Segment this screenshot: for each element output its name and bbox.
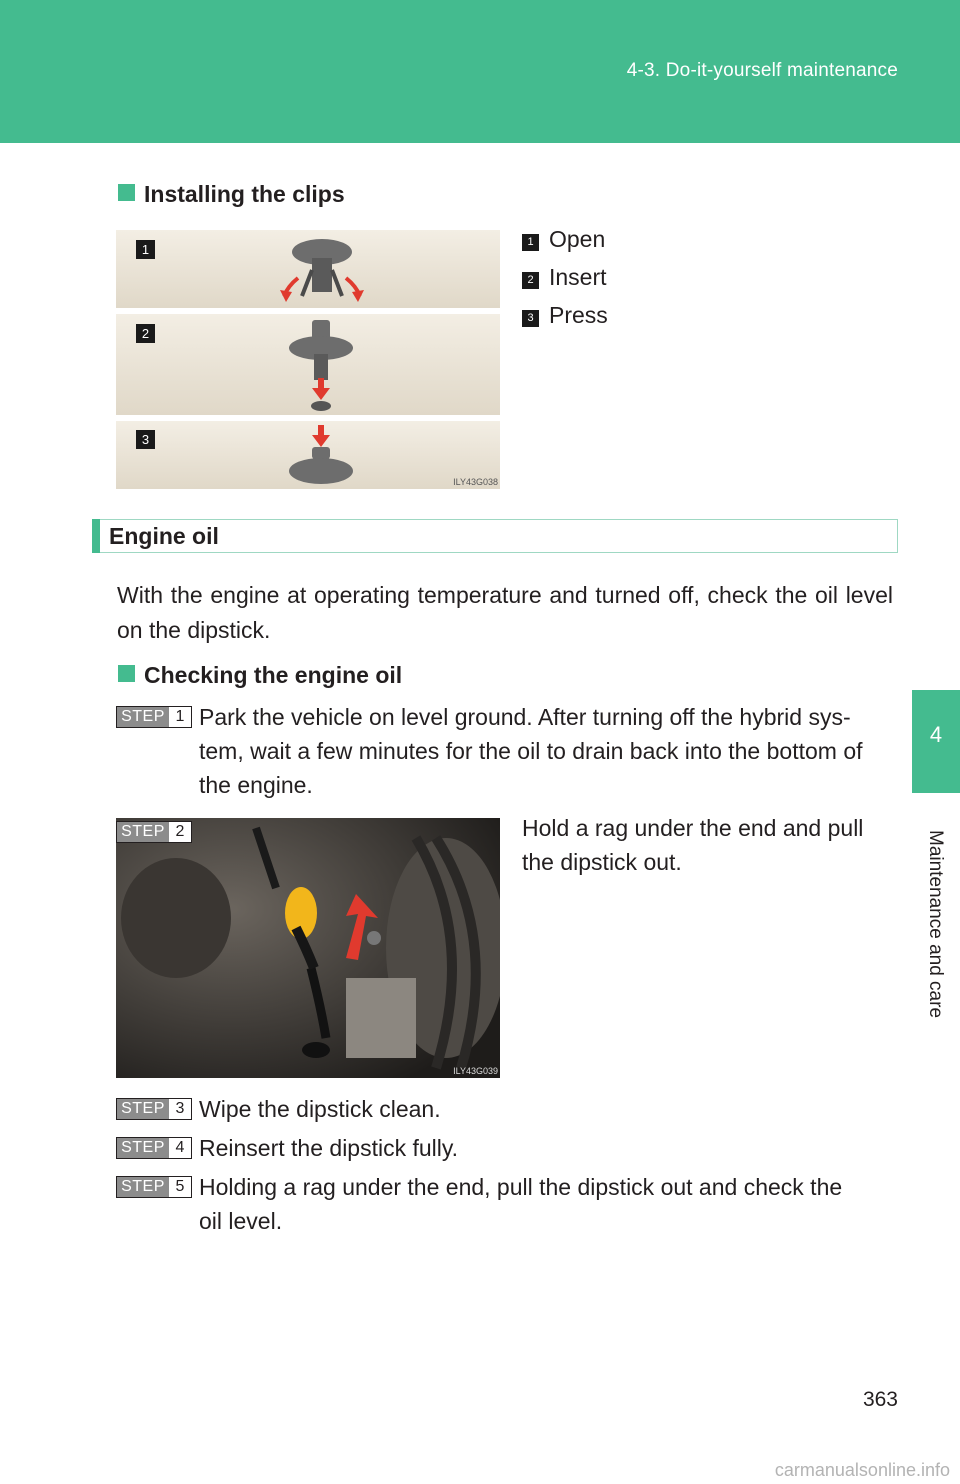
step-5-line-1: Holding a rag under the end, pull the dipstick out and check the bbox=[199, 1174, 843, 1200]
legend-item-insert: 2 Insert bbox=[522, 264, 607, 291]
section-bar-engine-oil bbox=[92, 519, 898, 553]
chapter-label: Maintenance and care bbox=[925, 830, 946, 1019]
clip-panel-insert bbox=[116, 314, 500, 415]
step-badge-3: STEP 3 bbox=[116, 1098, 192, 1120]
section-title: 4-3. Do-it-yourself maintenance bbox=[626, 60, 898, 81]
square-bullet-icon bbox=[118, 184, 135, 201]
step-badge-4: STEP 4 bbox=[116, 1137, 192, 1159]
step-1-line-3: the engine. bbox=[199, 772, 313, 798]
legend-item-open: 1 Open bbox=[522, 226, 605, 253]
step-badge-2: STEP 2 bbox=[116, 821, 192, 843]
step-1-line-2: tem, wait a few minutes for the oil to drain back into the bottom of bbox=[199, 738, 863, 764]
legend-item-press: 3 Press bbox=[522, 302, 608, 329]
legend-number: 1 bbox=[522, 234, 539, 251]
page-number: 363 bbox=[862, 1388, 898, 1411]
dipstick-photo bbox=[116, 818, 500, 1078]
panel-number-3: 3 bbox=[136, 430, 155, 449]
step-badge-1: STEP 1 bbox=[116, 706, 192, 728]
intro-paragraph: With the engine at operating temperature and turned off, check the oil level on the dipstick. bbox=[117, 582, 893, 643]
step-4-line-1: Reinsert the dipstick fully. bbox=[199, 1135, 459, 1161]
chapter-tab[interactable] bbox=[912, 690, 960, 793]
step-2-line-2: the dipstick out. bbox=[522, 849, 682, 875]
step-badge-5: STEP 5 bbox=[116, 1176, 192, 1198]
step-1-line-1: Park the vehicle on level ground. After turning off the hybrid sys- bbox=[199, 704, 851, 730]
section-heading: Engine oil bbox=[109, 523, 219, 549]
panel-number-1: 1 bbox=[136, 240, 155, 259]
legend-number: 3 bbox=[522, 310, 539, 327]
subheading-installing-clips: Installing the clips bbox=[118, 181, 345, 208]
header-band bbox=[0, 0, 960, 143]
watermark: carmanualsonline.info bbox=[774, 1460, 950, 1480]
clip-open-illustration bbox=[116, 230, 500, 308]
step-5-line-2: oil level. bbox=[199, 1208, 283, 1234]
clip-insert-illustration bbox=[116, 314, 500, 415]
section-accent bbox=[92, 519, 100, 553]
square-bullet-icon bbox=[118, 665, 135, 682]
figure-code: ILY43G038 bbox=[453, 477, 498, 487]
chapter-number: 4 bbox=[929, 722, 943, 747]
engine-bay-illustration bbox=[116, 818, 500, 1078]
subheading-checking-oil: Checking the engine oil bbox=[118, 662, 402, 689]
figure-code: ILY43G039 bbox=[453, 1066, 498, 1076]
clip-panel-press bbox=[116, 421, 500, 489]
clip-press-illustration bbox=[116, 421, 500, 489]
clip-panel-open bbox=[116, 230, 500, 308]
panel-number-2: 2 bbox=[136, 324, 155, 343]
step-3-line-1: Wipe the dipstick clean. bbox=[199, 1096, 441, 1122]
legend-number: 2 bbox=[522, 272, 539, 289]
step-2-line-1: Hold a rag under the end and pull bbox=[522, 815, 864, 841]
